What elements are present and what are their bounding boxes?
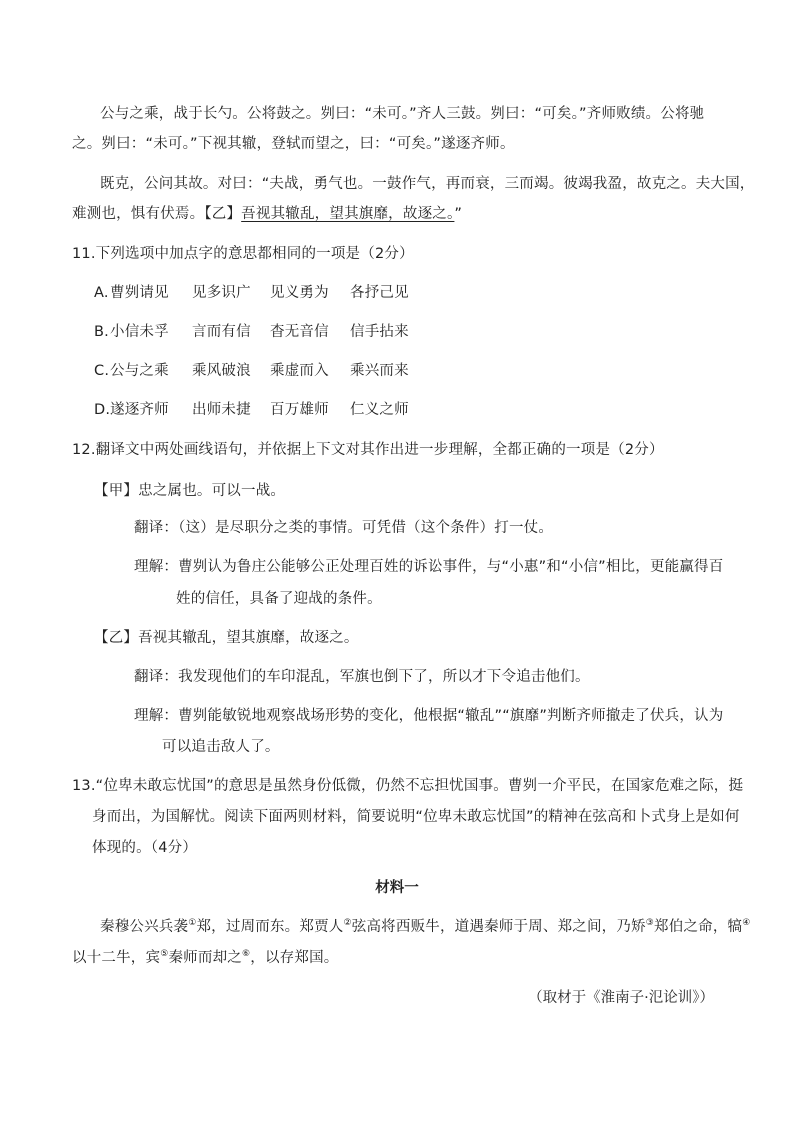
option-item: 言而有信	[192, 324, 251, 340]
material-1-title: 材料一	[375, 880, 419, 896]
option-item: 曹刿请见	[110, 285, 169, 301]
option-item: 乘兴而来	[350, 363, 409, 379]
q12-jia-translation: 翻译：（这）是尽职分之类的事情。可凭借（这个条件）打一仗。	[134, 520, 554, 536]
question-11-stem: 11.下列选项中加点字的意思都相同的一项是（2分）	[72, 246, 414, 262]
material-1-line-2	[72, 948, 338, 968]
material-text: 秦穆公兴兵袭	[100, 919, 189, 935]
option-label: A.	[94, 285, 109, 301]
material-text: 郑伯之命，犒	[654, 919, 743, 935]
q12-jia-sentence: 【甲】忠之属也。可以一战。	[94, 483, 286, 499]
option-item: 仁义之师	[350, 402, 409, 418]
option-item: 见义勇为	[270, 285, 329, 301]
closing-quote: ”	[454, 206, 463, 222]
footnote-marker: ⑤	[160, 949, 169, 960]
option-item: 各抒己见	[350, 285, 409, 301]
footnote-marker: ③	[645, 918, 655, 929]
option-item: 小信未孚	[110, 324, 169, 340]
option-item: 乘虚而入	[270, 363, 329, 379]
passage-line-3: 既克，公问其故。对曰：“夫战，勇气也。一鼓作气，再而衰，三而竭。彼竭我盈，故克之。夫大国，	[100, 176, 755, 192]
question-13-line-2: 身而出，为国解忧。阅读下面两则材料，简要说明“位卑未敢忘忧国”的精神在弦高和卜式身上是如何	[92, 809, 740, 825]
yi-marker: 【乙】	[204, 206, 242, 222]
option-item: 信手拈来	[350, 324, 409, 340]
footnote-marker: ⑥	[241, 949, 251, 960]
underlined-sentence-yi: 吾视其辙乱，望其旗靡，故逐之。	[241, 206, 455, 222]
q12-jia-understanding-1: 理解：曹刿认为鲁庄公能够公正处理百姓的诉讼事件，与“小惠”和“小信”相比，更能赢得百	[134, 559, 724, 575]
footnote-marker: ④	[742, 918, 751, 929]
q12-yi-understanding-1: 理解：曹刿能敏锐地观察战场形势的变化，他根据“辙乱”“旗靡”判断齐师撤走了伏兵，认为	[134, 708, 724, 724]
question-13-line-1: 13.“位卑未敢忘忧国”的意思是虽然身份低微，仍然不忘担忧国事。曹刿一介平民，在国家危难之际，挺	[72, 778, 744, 794]
passage-line-2: 之。刿曰：“未可。”下视其辙，登轼而望之，曰：“可矣。”遂逐齐师。	[72, 136, 515, 152]
option-label: D.	[94, 402, 111, 418]
q11-option-b	[94, 322, 409, 342]
material-1-source: （取材于《淮南子·氾论训》）	[528, 990, 714, 1006]
option-label: B.	[94, 324, 109, 340]
material-text: 秦师而却之	[168, 950, 242, 966]
question-12-stem: 12.翻译文中两处画线语句，并依据上下文对其作出进一步理解，全都正确的一项是（2分）	[72, 442, 664, 458]
passage-text: 难测也，惧有伏焉。	[72, 206, 205, 222]
material-text: 郑，过周而东。郑贾人	[196, 919, 344, 935]
option-label: C.	[94, 363, 110, 379]
option-item: 百万雄师	[270, 402, 329, 418]
material-1-line-1	[100, 917, 751, 937]
question-13-line-3: 体现的。（4分）	[92, 840, 198, 856]
option-item: 乘风破浪	[192, 363, 251, 379]
q11-option-d	[94, 400, 409, 420]
passage-line-4	[72, 204, 462, 224]
option-item: 公与之乘	[110, 363, 169, 379]
footnote-marker: ②	[343, 918, 352, 929]
option-item: 遂逐齐师	[110, 402, 169, 418]
q12-yi-understanding-2: 可以追击敌人了。	[162, 739, 280, 755]
material-text: ，以存郑国。	[250, 950, 339, 966]
q12-yi-sentence: 【乙】吾视其辙乱，望其旗靡，故逐之。	[94, 630, 359, 646]
q11-option-c	[94, 361, 409, 381]
q12-yi-translation: 翻译：我发现他们的车印混乱，军旗也倒下了，所以才下令追击他们。	[134, 669, 590, 685]
q11-option-a	[94, 283, 409, 303]
option-item: 杳无音信	[270, 324, 329, 340]
option-item: 出师未捷	[192, 402, 251, 418]
option-item: 见多识广	[192, 285, 251, 301]
footnote-marker: ①	[188, 918, 197, 929]
material-text: 以十二牛，宾	[72, 950, 161, 966]
passage-line-1: 公与之乘，战于长勺。公将鼓之。刿曰：“未可。”齐人三鼓。刿曰：“可矣。”齐师败绩。公将驰	[100, 106, 705, 122]
q12-jia-understanding-2: 姓的信任，具备了迎战的条件。	[176, 591, 382, 607]
material-text: 弦高将西贩牛，道遇秦师于周、郑之间，乃矫	[351, 919, 646, 935]
